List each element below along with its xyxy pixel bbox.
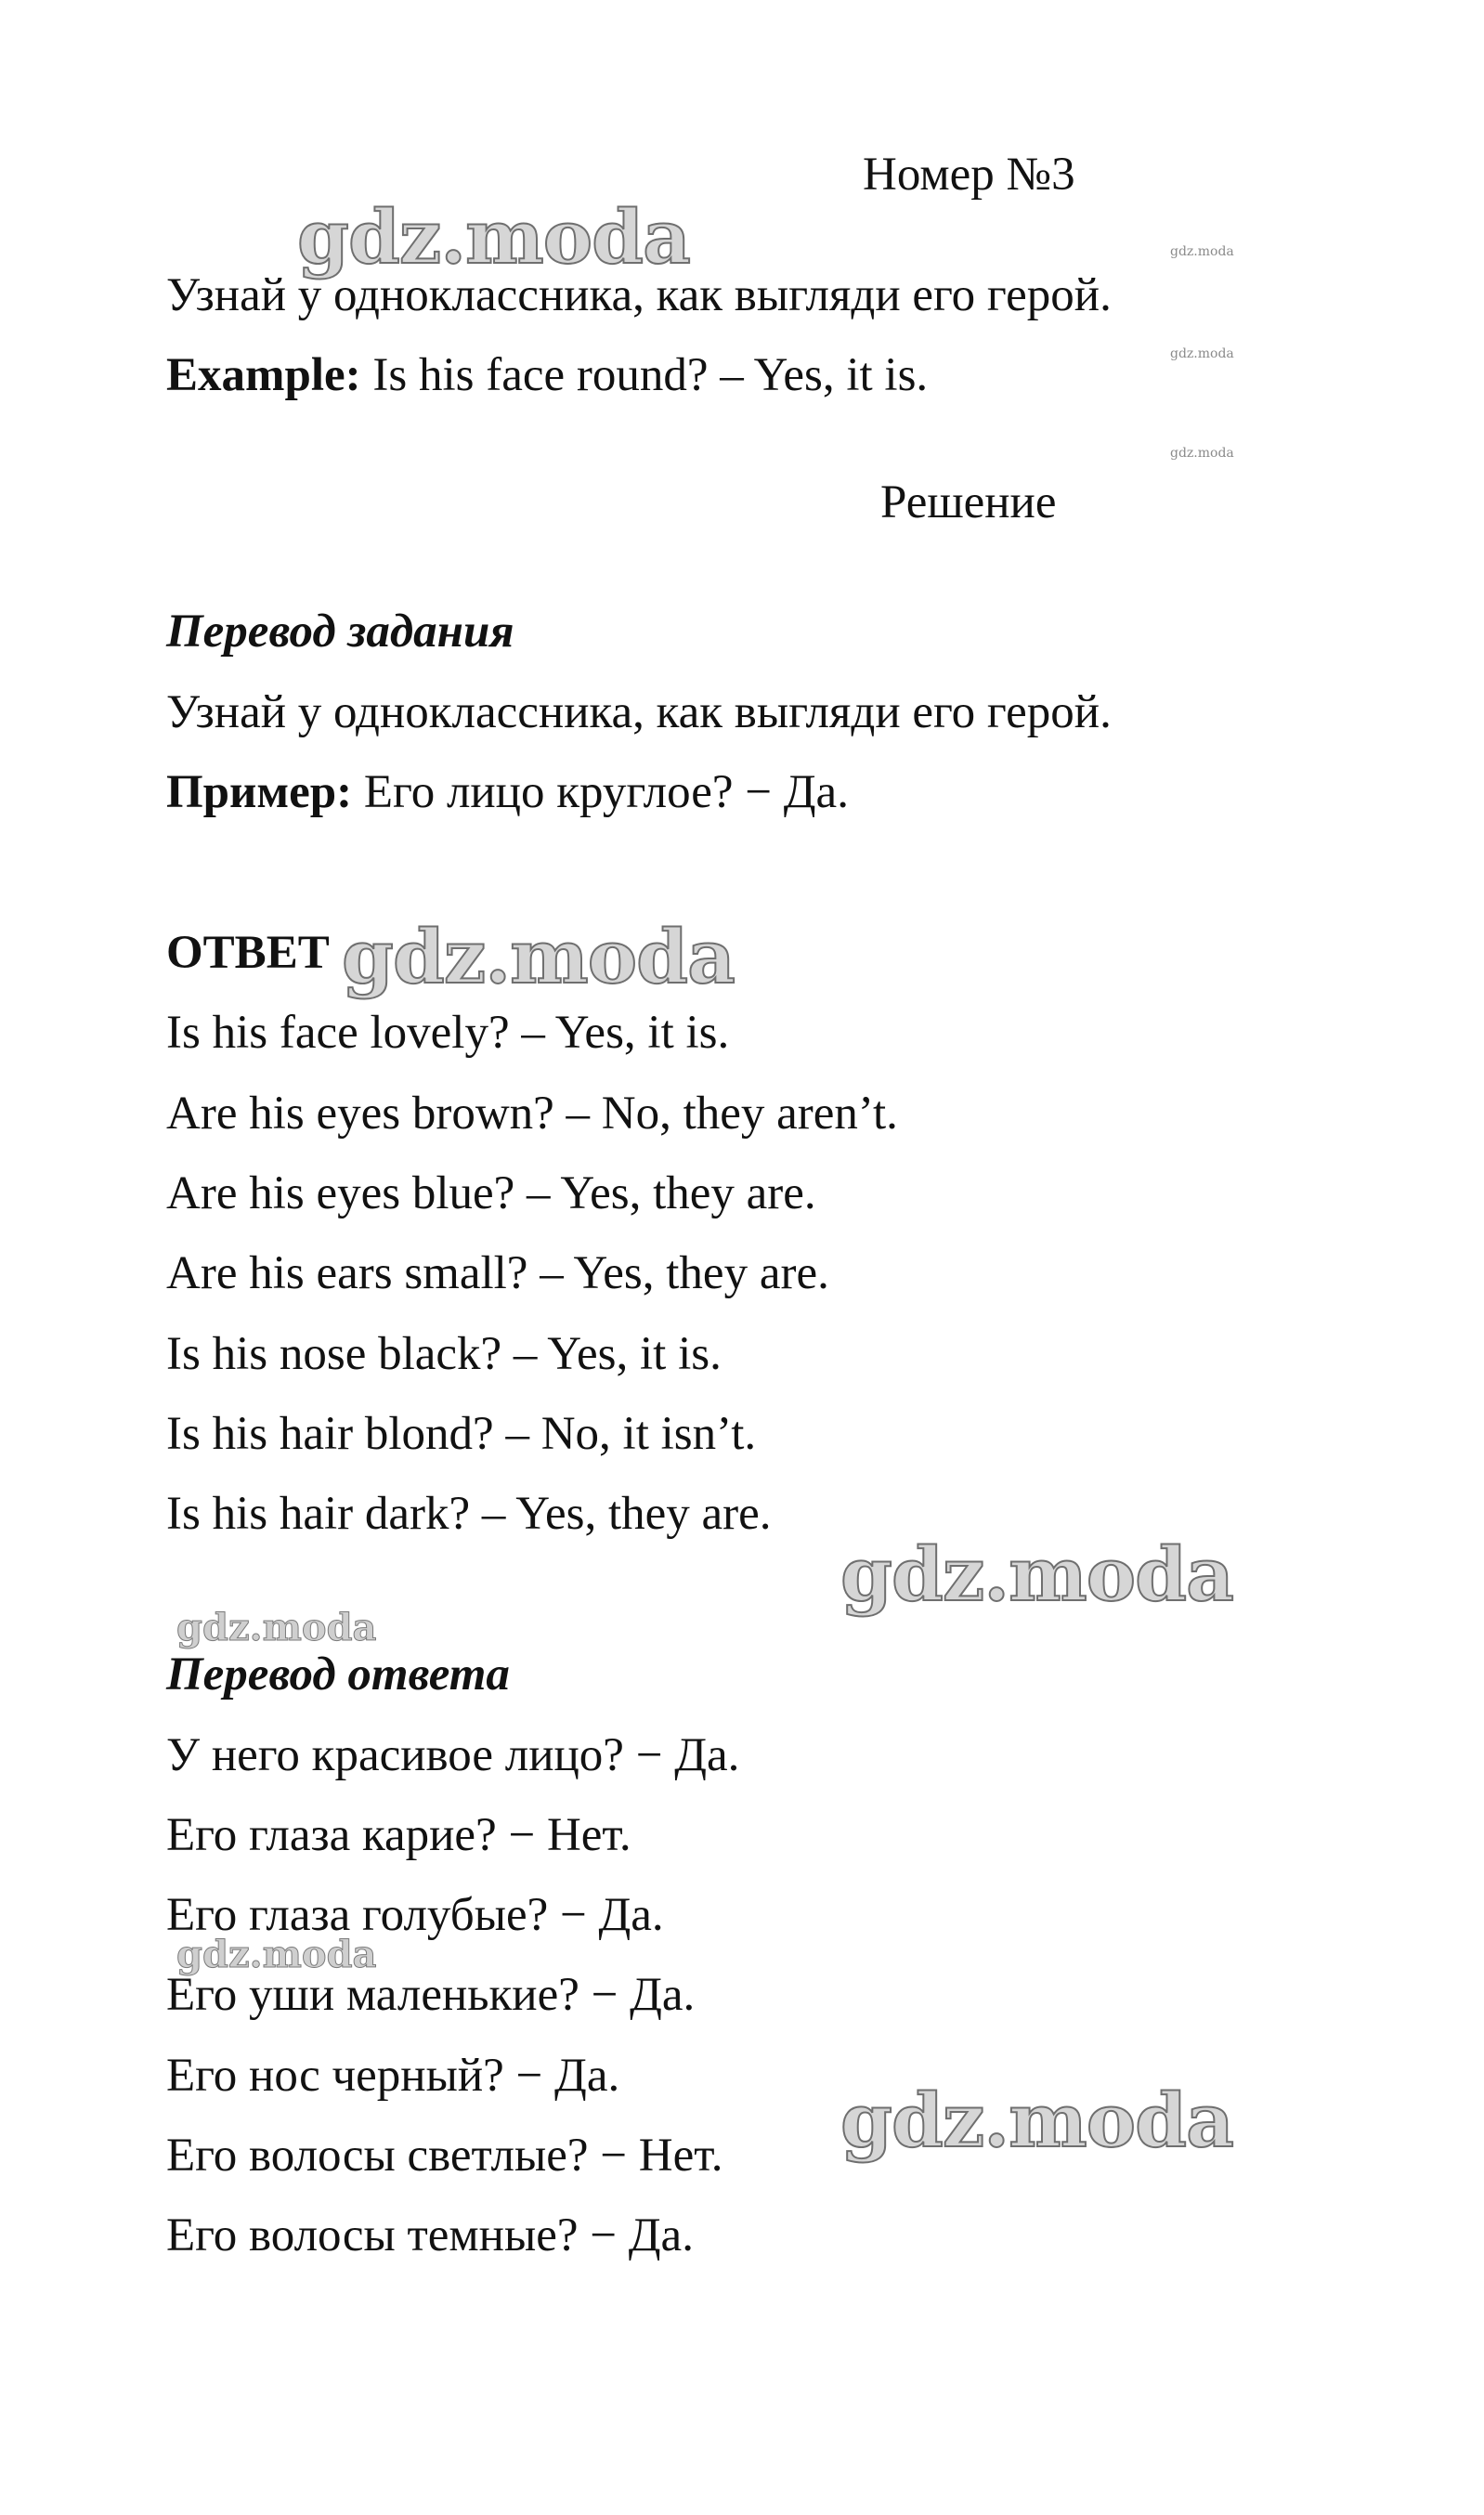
answer-heading: ОТВЕТ (166, 927, 330, 979)
answer-line: Is his hair dark? – Yes, they are. (166, 1488, 772, 1540)
translation-answer-line: Его нос черный? − Да. (166, 2050, 620, 2102)
translation-answer-heading: Перевод ответа (166, 1648, 510, 1701)
translation-task-text: Узнай у одноклассника, как выгляди его герой. (166, 686, 1112, 738)
example-label: Пример: (166, 766, 353, 818)
translation-task-heading: Перевод задания (166, 606, 514, 658)
answer-line: Are his ears small? – Yes, they are. (166, 1247, 829, 1299)
watermark-logo: gdz.moda (297, 193, 690, 280)
answer-line: Are his eyes blue? – Yes, they are. (166, 1167, 816, 1219)
translation-answer-line: Его волосы светлые? − Нет. (166, 2130, 723, 2182)
watermark-small: gdz.moda (1170, 346, 1234, 361)
translation-task-example (166, 764, 849, 820)
answer-line: Is his nose black? – Yes, it is. (166, 1328, 722, 1380)
answer-line: Is his hair blond? – No, it isn’t. (166, 1408, 757, 1460)
translation-answer-line: У него красивое лицо? − Да. (166, 1729, 740, 1781)
watermark-small: gdz.moda (1170, 446, 1234, 461)
watermark-logo: gdz.moda (342, 913, 735, 1000)
example-text: Is his face round? – Yes, it is. (360, 349, 929, 401)
solution-label: Решение (880, 476, 1057, 528)
watermark-logo: gdz.moda (176, 1933, 377, 1976)
example-label: Example: (166, 349, 361, 401)
task-example (166, 347, 928, 403)
watermark-small: gdz.moda (1170, 244, 1234, 259)
example-text: Его лицо круглое? − Да. (352, 766, 849, 818)
translation-answer-line: Его глаза голубые? − Да. (166, 1889, 664, 1941)
translation-answer-line: Его глаза карие? − Нет. (166, 1809, 631, 1861)
translation-answer-line: Его волосы темные? − Да. (166, 2209, 694, 2261)
watermark-logo: gdz.moda (840, 2077, 1233, 2164)
answer-line: Is his face lovely? – Yes, it is. (166, 1007, 730, 1059)
answer-line: Are his eyes brown? – No, they aren’t. (166, 1088, 898, 1140)
watermark-logo: gdz.moda (840, 1531, 1233, 1618)
translation-answer-line: Его уши маленькие? − Да. (166, 1969, 696, 2021)
page-title: Номер №3 (863, 149, 1075, 201)
task-text: Узнай у одноклассника, как выгляди его герой. (166, 269, 1112, 321)
watermark-logo: gdz.moda (176, 1606, 377, 1649)
